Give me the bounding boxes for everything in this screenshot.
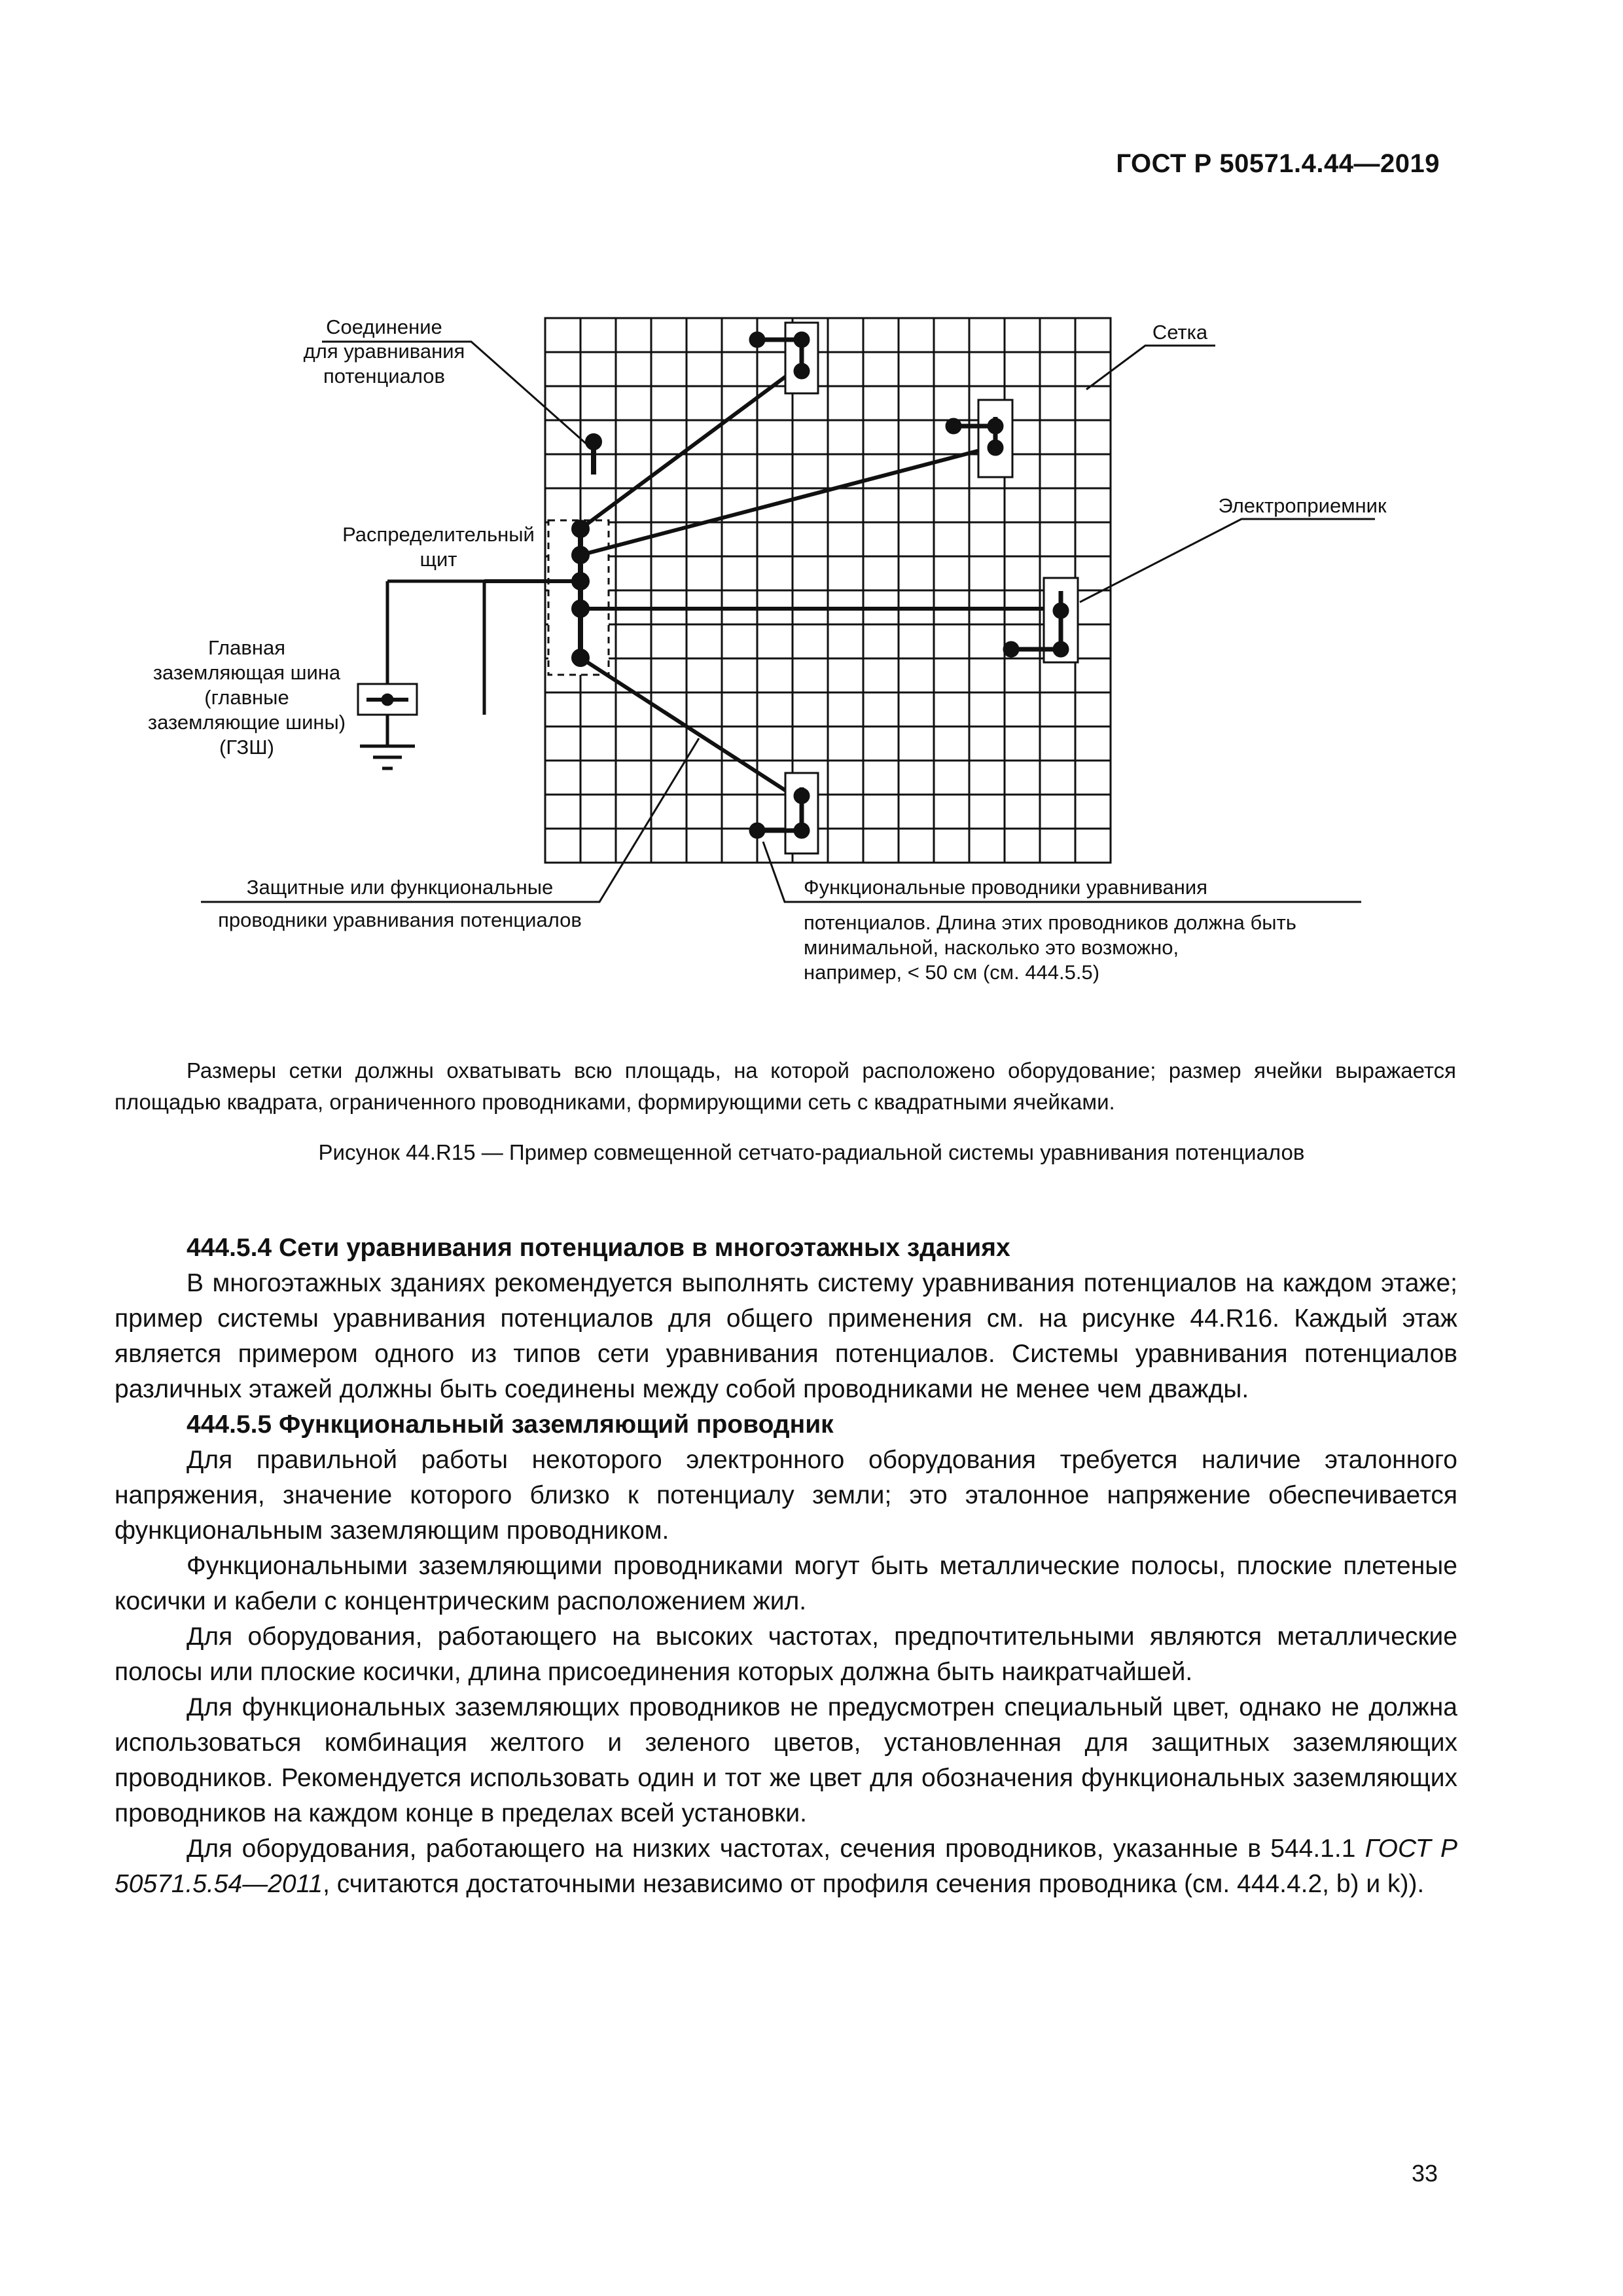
equipment-upper-right	[948, 400, 1012, 477]
equipment-bottom	[751, 773, 818, 853]
label-bonding-2: для уравнивания	[303, 340, 465, 363]
mesh-bonding-diagram	[98, 288, 1407, 1028]
label-protective-2: проводники уравнивания потенциалов	[218, 908, 582, 931]
section-444-5-4-paragraph-1: В многоэтажных зданиях рекомендуется выполнять систему уравнивания потенциалов на каждом этаже; пример системы уравнивания потенциалов для общего применения см. на рисунке 44.R16. Каждый этаж является примером одного из типов сети уравнивания потенциалов. Системы уравнивания потенциалов различных этажей должны быть соединены между собой проводниками не менее чем дважды.	[115, 1269, 1457, 1403]
label-receiver: Электроприемник	[1218, 494, 1387, 517]
main-earthing-bar	[358, 581, 484, 768]
section-444-5-5-paragraph-1: Для правильной работы некоторого электронного оборудования требуется наличие эталонного напряжения, значение которого близко к потенциалу земли; это эталонное напряжение обеспечивается функциональным заземляющим проводником.	[115, 1446, 1457, 1545]
radial-conductors	[484, 370, 1052, 796]
paragraph-5-end: , считаются достаточными независимо от профиля сечения проводника (см. 444.4.2, b) и k)).	[323, 1870, 1425, 1898]
label-functional-3: минимальной, насколько это возможно,	[804, 936, 1179, 959]
label-functional-4: например, < 50 см (см. 444.5.5)	[804, 961, 1100, 984]
section-444-5-5-paragraph-4: Для функциональных заземляющих проводников не предусмотрен специальный цвет, однако не должна использоваться комбинация желтого и зеленого цветов, установленная для защитных заземляющих проводников. Рекомендуется использовать один и тот же цвет для обозначения функциональных заземляющих проводников на каждом конце в пределах всей установки.	[115, 1693, 1457, 1827]
label-mbb-4: заземляющие шины)	[147, 711, 346, 734]
label-panel-1: Распределительный	[342, 523, 535, 546]
section-444-5-5-paragraph-3: Для оборудования, работающего на высоких частотах, предпочтительными являются металлические полосы или плоские косички, длина присоединения которых должна быть наикратчайшей.	[115, 1623, 1457, 1686]
label-functional-2: потенциалов. Длина этих проводников должна быть	[804, 911, 1296, 934]
document-code-header: ГОСТ Р 50571.4.44—2019	[1116, 149, 1440, 178]
standard-reference: ГОСТ Р 50571.5.54—2011	[115, 1835, 1458, 1898]
figure-note: Размеры сетки должны охватывать всю площадь, на которой расположено оборудование; размер ячейки выражается площадью квадрата, ограниченного проводниками, формирующими сеть с квадратными ячейками.	[115, 1058, 1456, 1114]
label-mbb-5: (ГЗШ)	[219, 736, 274, 759]
label-grid: Сетка	[1152, 321, 1208, 344]
page-number: 33	[1411, 2160, 1438, 2187]
body-text	[115, 1230, 1457, 1902]
figure-caption: Рисунок 44.R15 — Пример совмещенной сетчато-радиальной системы уравнивания потенциалов	[318, 1140, 1305, 1164]
label-bonding-1: Соединение	[326, 315, 442, 338]
label-mbb-2: заземляющая шина	[152, 661, 341, 684]
grid-mesh	[545, 318, 1111, 863]
equipment-top	[751, 323, 818, 393]
label-panel-2: щит	[419, 548, 457, 571]
figure-44-r15	[98, 288, 1407, 1028]
section-444-5-5-paragraph-5	[115, 1831, 1457, 1902]
section-444-5-4-title: 444.5.4 Сети уравнивания потенциалов в многоэтажных зданиях	[187, 1234, 1010, 1262]
label-protective-1: Защитные или функциональные	[246, 876, 554, 899]
paragraph-5-start: Для оборудования, работающего на низких частотах, сечения проводников, указанные в 544.1.1	[187, 1835, 1365, 1863]
label-functional-1: Функциональные проводники уравнивания	[804, 876, 1208, 899]
section-444-5-5-title: 444.5.5 Функциональный заземляющий проводник	[187, 1410, 834, 1439]
label-mbb-3: (главные	[204, 686, 289, 709]
label-bonding-3: потенциалов	[323, 365, 446, 387]
section-444-5-5-paragraph-2: Функциональными заземляющими проводниками могут быть металлические полосы, плоские плетеные косички и кабели с концентрическим расположением жил.	[115, 1552, 1457, 1615]
label-mbb-1: Главная	[208, 636, 285, 659]
